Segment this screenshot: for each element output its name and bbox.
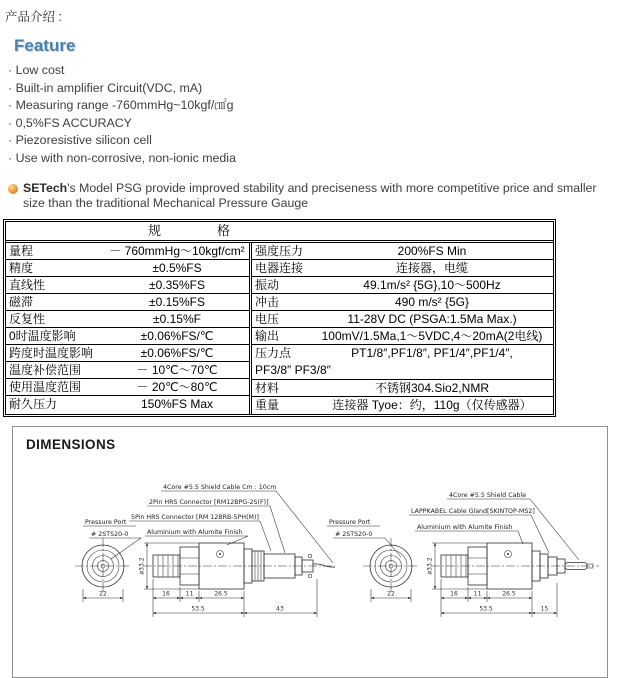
brand-name: SETech	[23, 181, 68, 195]
right-dim-total: 53.5	[479, 605, 493, 613]
right-front-view	[363, 538, 419, 602]
spec-value: ±0.06%FS/℃	[140, 346, 214, 360]
left-dim-seg1: 16	[162, 590, 170, 598]
dimensions-title: DIMENSIONS	[26, 437, 116, 452]
spec-label: 电压	[255, 312, 280, 326]
spec-value: ±0.06%FS/℃	[140, 329, 214, 343]
spec-value: 49.1m/s² {5G},10～500Hz	[363, 278, 501, 292]
spec-row	[6, 345, 249, 362]
spec-row	[252, 397, 553, 414]
spec-value: 200%FS Min	[397, 244, 467, 258]
feature-item: · 0,5%FS ACCURACY	[8, 115, 617, 133]
feature-item: · Piezoresistive silicon cell	[8, 132, 617, 150]
spec-value: － 760mmHg～10kgf/cm²	[109, 244, 245, 258]
left-dim-rear: 43	[276, 605, 284, 613]
spec-label: 使用温度范围	[9, 380, 82, 394]
spec-value: PT1/8″,PF1/8″, PF1/4″,PF1/4″,	[351, 346, 513, 360]
spec-value: 11-28V DC (PSGA:1.5Ma Max.)	[347, 312, 517, 326]
right-port-label-text: Pressure Port	[329, 519, 371, 526]
summary-text	[23, 181, 608, 210]
left-leader-labels	[129, 484, 333, 563]
spec-label: 强度压力	[255, 244, 304, 258]
spec-label: 磁滞	[9, 295, 34, 309]
spec-row	[6, 396, 249, 413]
left-front-view	[75, 538, 131, 602]
feature-item: · Low cost	[8, 62, 617, 80]
right-side-view	[431, 543, 599, 589]
right-side-dimensions	[427, 543, 558, 617]
dimensions-box	[12, 426, 608, 678]
left-dim-total: 53.5	[191, 605, 205, 613]
feature-heading: Feature	[14, 36, 76, 55]
right-dim-seg2: 11	[473, 590, 482, 598]
left-dim-front-width: 22	[99, 590, 107, 598]
spec-value: ±0.15%F	[153, 312, 201, 326]
right-port-part-text: # 2STS20-0	[335, 531, 373, 538]
spec-row	[6, 243, 249, 260]
right-drawing	[327, 492, 599, 617]
spec-row	[252, 260, 553, 277]
spec-label: 温度补偿范围	[9, 363, 82, 377]
spec-value: ±0.15%FS	[149, 295, 205, 309]
spec-label: 振动	[255, 278, 280, 292]
right-body-label: Aluminium with Alumite Finish	[417, 524, 513, 531]
feature-item: · Measuring range -760mmHg~10kgf/㎠g	[8, 97, 617, 115]
spec-label: 电器连接	[255, 261, 304, 275]
spec-row	[6, 328, 249, 345]
left-dim-diameter: ø33.2	[138, 557, 146, 575]
spec-value: － 10℃～70℃	[136, 363, 218, 377]
left-dim-seg2: 11	[185, 590, 194, 598]
left-dim-seg3: 26.5	[214, 590, 228, 598]
spec-table-header	[6, 222, 553, 243]
spec-row	[6, 311, 249, 328]
spec-label: 0时温度影响	[9, 329, 76, 343]
spec-table	[3, 219, 556, 417]
spec-table-right-column	[252, 243, 553, 414]
spec-value: ±0.35%FS	[149, 278, 205, 292]
right-cable-label: 4Core #5.5 Shield Cable	[449, 492, 527, 499]
spec-label: 输出	[255, 329, 280, 343]
spec-value: 连接器 Tyoe：约，110g（仅传感器）	[332, 398, 532, 412]
spec-label: 直线性	[9, 278, 46, 292]
spec-table-left-column	[6, 243, 252, 414]
spec-row	[252, 311, 553, 328]
right-dim-diameter: ø33.2	[426, 557, 434, 575]
spec-row	[6, 260, 249, 277]
spec-row	[252, 277, 553, 294]
spec-row	[252, 380, 553, 397]
spec-value: 490 m/s² {5G}	[394, 295, 470, 309]
left-port-label-text: Pressure Port	[85, 519, 127, 526]
right-dim-seg3: 26.5	[502, 590, 516, 598]
page-intro-label: 产品介绍 :	[5, 10, 62, 24]
left-port-part-text: # 2STS20-0	[91, 531, 129, 538]
spec-label: 冲击	[255, 295, 280, 309]
left-connector5-label: 5Pin HRS Connector [RM 12BRB-5PH(M)]	[131, 514, 259, 521]
spec-value: 连接器，电缆	[395, 261, 468, 275]
spec-value: 150%FS Max	[140, 397, 214, 411]
spec-label: 压力点	[255, 346, 292, 360]
right-dim-rear: 15	[540, 605, 549, 613]
spec-row	[6, 362, 249, 379]
feature-list	[8, 62, 617, 167]
spec-value: 不锈钢304.Sio2,NMR	[374, 381, 490, 395]
right-gland-label: LAPPKABEL Cable Gland[SKINTOP-MS2]	[411, 508, 535, 515]
left-side-view	[143, 543, 335, 589]
dimensions-drawing	[13, 427, 607, 677]
summary-row	[8, 181, 608, 210]
spec-row	[6, 379, 249, 396]
spec-value: ±0.5%FS	[152, 261, 202, 275]
feature-item: · Use with non-corrosive, non-ionic media	[8, 150, 617, 168]
spec-label: 耐久压力	[9, 397, 58, 411]
spec-row	[6, 294, 249, 311]
spec-label: 反复性	[9, 312, 46, 326]
left-drawing	[75, 484, 335, 617]
spec-row	[252, 345, 553, 380]
spec-label: 精度	[9, 261, 34, 275]
right-port-label	[327, 519, 401, 557]
left-cable-label: 4Core #5.5 Shield Cable Cm : 10cm	[163, 484, 277, 491]
spec-label: 材料	[255, 381, 280, 395]
right-dim-front-width: 22	[387, 590, 395, 598]
left-connector2-label: 2Pin HRS Connector [RM12BPG-2S(F)]	[149, 499, 269, 506]
right-leader-labels	[409, 492, 579, 560]
spec-value: 100mV/1.5Ma,1～5VDC,4～20mA(2电线)	[321, 329, 543, 343]
spec-label: 量程	[9, 244, 34, 258]
spec-label: 重量	[255, 398, 280, 412]
spec-row	[252, 243, 553, 260]
header-char-left: 规	[148, 223, 162, 238]
orange-bullet-icon	[8, 184, 18, 194]
spec-value-continued: PF3/8″ PF3/8″	[255, 363, 331, 377]
spec-label: 跨度时温度影响	[9, 346, 94, 360]
spec-value: － 20℃～80℃	[136, 380, 218, 394]
spec-row	[252, 294, 553, 311]
spec-row	[252, 328, 553, 345]
header-char-right: 格	[217, 223, 231, 238]
left-body-label: Aluminium with Alumite Finish	[147, 529, 243, 536]
summary-body: 's Model PSG provide improved stability and preciseness with more competitive price and smaller size than the traditional Mechanical Pressure Gauge	[23, 181, 597, 210]
feature-item: · Built-in amplifier Circuit(VDC, mA)	[8, 80, 617, 98]
spec-row	[6, 277, 249, 294]
right-dim-seg1: 16	[450, 590, 458, 598]
